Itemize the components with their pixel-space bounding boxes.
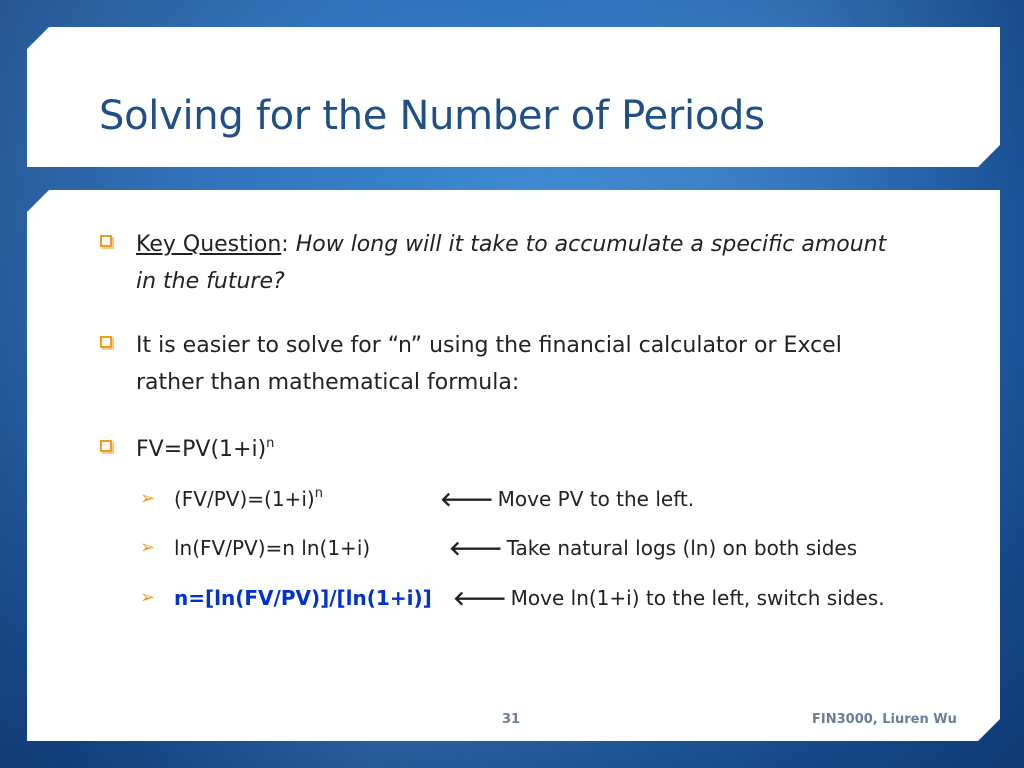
arrow-bullet-icon: ➢ [140,537,156,558]
step-formula: ln(FV/PV)=n ln(1+i) [174,536,371,560]
page-number: 31 [502,712,521,727]
bullet-text: Key Question: How long will it take to accumulate a specific amount in the future? [136,232,887,294]
step-note: 🡐 Move ln(1+i) to the left, switch sides. [453,586,885,610]
slide-title: Solving for the Number of Periods [99,93,765,139]
left-arrow-icon: 🡐 [453,586,507,610]
arrow-bullet-icon: ➢ [140,488,156,509]
step-formula: $(FV/PV)=(1+i)^n$ [174,486,323,511]
step-note: 🡐 Move PV to the left. [440,487,695,511]
arrow-bullet-icon: ➢ [140,587,156,608]
bullet-text: $FV=PV(1+i)^n$ [136,436,275,462]
checkbox-bullet-icon [100,235,112,247]
key-question-label: Key Question [136,232,282,257]
bullet-text: It is easier to solve for “n” using the financial calculator or Excel rather than mathematical formula: [136,333,842,395]
left-arrow-icon: 🡐 [440,487,494,511]
checkbox-bullet-icon [100,336,112,348]
footer-author: FIN3000, Liuren Wu [812,712,957,727]
step-formula-highlighted: n=[ln(FV/PV)]/[ln(1+i)] [174,586,432,610]
checkbox-bullet-icon [100,440,112,452]
left-arrow-icon: 🡐 [449,536,503,560]
step-note: 🡐 Take natural logs (ln) on both sides [449,536,858,560]
key-question-text: How long will it take to accumulate a specific amount in the future? [136,232,887,294]
